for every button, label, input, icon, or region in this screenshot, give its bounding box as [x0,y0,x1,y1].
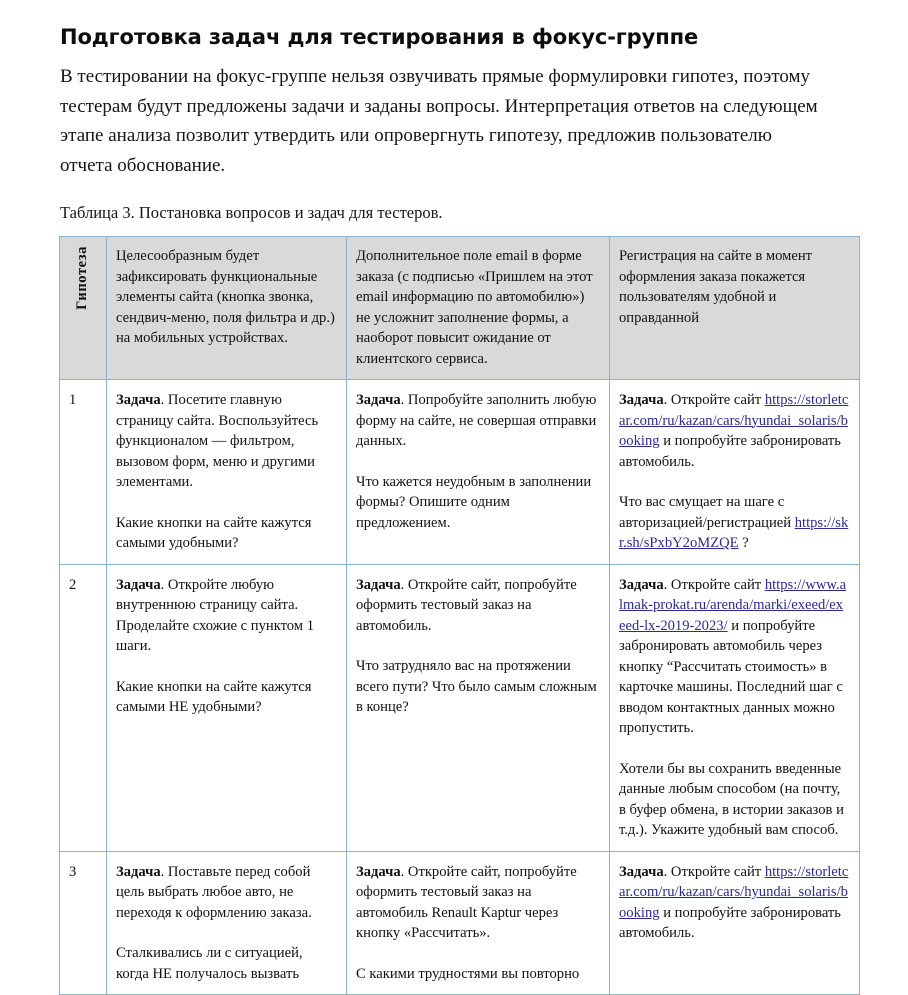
question-paragraph: Сталкивались ли с ситуацией, когда НЕ получалось вызвать [116,945,303,982]
task-paragraph [116,390,336,493]
hypothesis-text-2: Дополнительное поле email в форме заказа (с подписью «Пришлем на этот email информацию по автомобилю») не усложнит заполнение формы, а наоборот повысит ожидание от клиентского сервиса. [356,248,593,367]
task-paragraph [116,575,336,657]
question-paragraph: Что кажется неудобным в заполнении формы? Опишите одним предложением. [356,473,592,531]
hypothesis-row-label-cell [60,237,107,380]
screenshot-link[interactable]: https://skr.sh/sPxbY2oMZQE [619,514,849,551]
hypothesis-cell-3 [610,237,860,380]
task-paragraph [116,862,336,924]
task-text-before-link: . Откройте сайт [663,863,765,880]
task-paragraph [619,862,849,944]
task-text: . Откройте сайт, попробуйте оформить тестовый заказ на автомобиль. [356,576,577,634]
question-paragraph: Какие кнопки на сайте кажутся самыми удобными? [116,514,312,551]
task-cell-2-2 [347,564,610,851]
task-cell-1-2 [347,380,610,565]
task-cell-1-1 [107,380,347,565]
task-paragraph [356,575,599,637]
task-text-before-link: . Откройте сайт [663,392,765,408]
task-label: Задача [116,576,161,593]
task-cell-1-3 [610,380,860,565]
table-row [60,380,860,565]
task-label: Задача [619,863,664,880]
task-cell-2-1 [107,564,347,851]
task-label: Задача [116,863,161,880]
task-cell-2-3 [610,564,860,851]
hypothesis-text-3: Регистрация на сайте в момент оформления заказа покажется пользователям удобной и оправданной [619,248,813,326]
hypothesis-text-1: Целесообразным будет зафиксировать функциональные элементы сайта (кнопка звонка, сендвич-меню, поля фильтра и др.) на мобильных устройствах. [116,248,335,346]
intro-paragraph: В тестировании на фокус-группе нельзя озвучивать прямые формулировки гипотез, поэтому тестерам будут предложены задачи и заданы вопросы. Интерпретация ответов на следующем этапе анализа позволит утвердить или опровергнуть гипотезу, предложив пользователю отчета обоснование. [60,66,818,176]
task-text: . Откройте любую внутреннюю страницу сайта. Проделайте схожие с пунктом 1 шаги. [116,576,314,654]
booking-link[interactable]: https://storletcar.com/ru/kazan/cars/hyundai_solaris/booking [619,392,849,449]
row-number: 3 [60,851,107,995]
task-paragraph [356,390,599,452]
task-label: Задача [619,392,664,408]
task-label: Задача [356,863,401,880]
table-header-row [60,237,860,380]
task-text: . Откройте сайт, попробуйте оформить тестовый заказ на автомобиль Renault Kaptur через кнопку «Рассчитать». [356,863,577,941]
task-paragraph [619,575,849,739]
table-caption: Таблица 3. Постановка вопросов и задач для тестеров. [60,203,443,222]
question-paragraph [619,492,849,554]
hypothesis-row-label: Гипотеза [74,246,91,310]
page-title: Подготовка задач для тестирования в фокус-группе [60,25,699,49]
row-number: 2 [60,564,107,851]
task-text-after-link: и попробуйте забронировать автомобиль. [619,433,841,470]
booking-link[interactable]: https://storletcar.com/ru/kazan/cars/hyundai_solaris/booking [619,863,849,921]
task-paragraph [356,862,599,944]
task-text: . Поставьте перед собой цель выбрать любое авто, не переходя к оформлению заказа. [116,863,312,921]
question-paragraph: Какие кнопки на сайте кажутся самыми НЕ удобными? [116,678,312,715]
question-paragraph: С какими трудностями вы повторно [356,965,580,982]
task-text-after-link: и попробуйте забронировать автомобиль через кнопку “Рассчитать стоимость» в карточке машины. Последний шаг с вводом контактных данных можно пропустить. [619,617,843,736]
task-label: Задача [619,576,664,593]
task-text-before-link: . Откройте сайт [663,576,765,593]
question-paragraph: Хотели бы вы сохранить введенные данные любым способом (на почту, в буфер обмена, в истории заказов и т.д.). Укажите удобный вам способ. [619,760,844,838]
question-text-before-link: Что вас смущает на шаге с авторизацией/регистрацией [619,494,795,531]
task-label: Задача [356,576,401,593]
task-text: . Попробуйте заполнить любую форму на сайте, не совершая отправки данных. [356,392,597,449]
table-row [60,564,860,851]
hypothesis-cell-1 [107,237,347,380]
row-number: 1 [60,380,107,565]
booking-link[interactable]: https://www.almak-prokat.ru/arenda/marki/exeed/exeed-lx-2019-2023/ [619,576,847,634]
hypothesis-cell-2 [347,237,610,380]
task-text-after-link: и попробуйте забронировать автомобиль. [619,904,841,941]
task-label: Задача [356,392,401,408]
question-paragraph: Что затрудняло вас на протяжении всего пути? Что было самым сложным в конце? [356,658,597,715]
task-paragraph [619,390,849,472]
question-text-after-link: ? [738,535,749,551]
questions-table [59,236,860,995]
task-label: Задача [116,392,161,408]
task-text: . Посетите главную страницу сайта. Воспользуйтесь функционалом — фильтром, вызовом форм, меню и другими элементами. [116,392,319,490]
